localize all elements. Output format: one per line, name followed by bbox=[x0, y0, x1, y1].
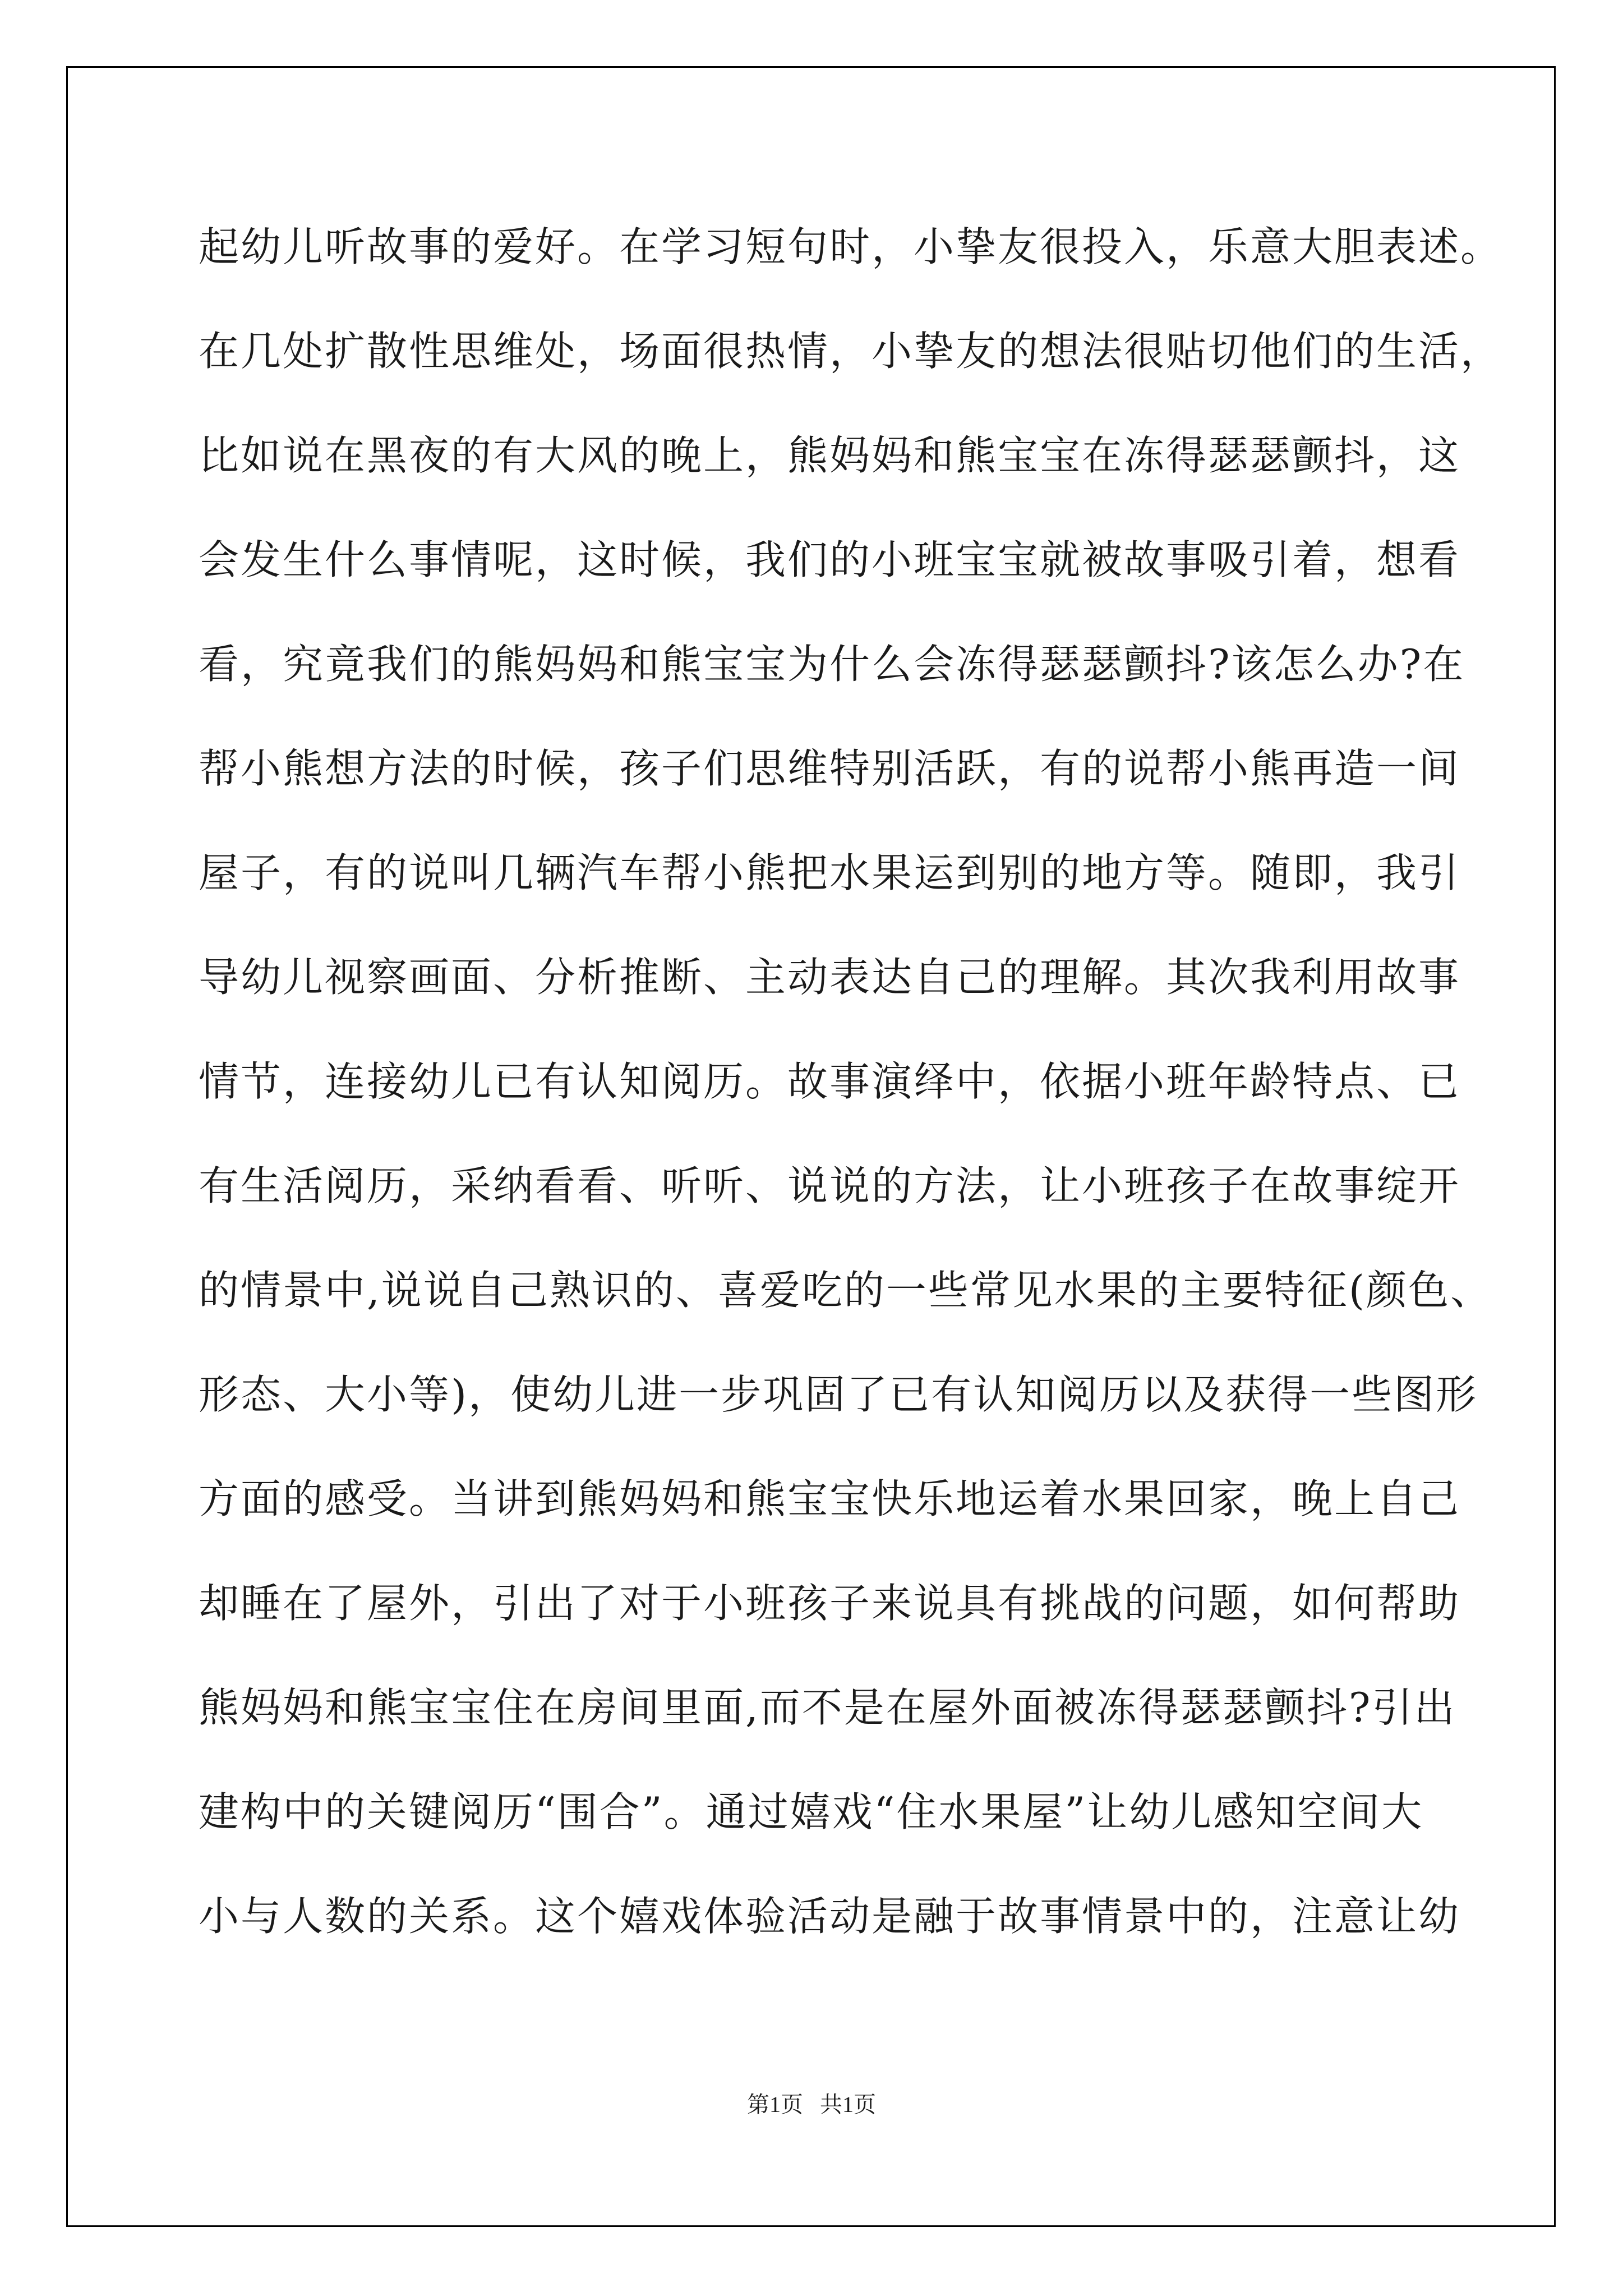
text-line: 的情景中,说说自己熟识的、喜爱吃的一些常见水果的主要特征(颜色、 bbox=[199, 1267, 1492, 1314]
text-line: 会发生什么事情呢，这时候，我们的小班宝宝就被故事吸引着，想看 bbox=[199, 536, 1461, 583]
text-line: 熊妈妈和熊宝宝住在房间里面,而不是在屋外面被冻得瑟瑟颤抖?引出 bbox=[199, 1684, 1456, 1731]
body-text bbox=[199, 213, 1503, 1987]
page-number-footer: 第1页 共1页 bbox=[747, 2092, 876, 2117]
text-line: 比如说在黑夜的有大风的晚上，熊妈妈和熊宝宝在冻得瑟瑟颤抖，这 bbox=[199, 432, 1461, 479]
text-line: 屋子，有的说叫几辆汽车帮小熊把水果运到别的地方等。随即，我引 bbox=[199, 849, 1461, 896]
text-line: 形态、大小等)，使幼儿进一步巩固了已有认知阅历以及获得一些图形 bbox=[199, 1371, 1478, 1418]
text-line: 却睡在了屋外，引出了对于小班孩子来说具有挑战的问题，如何帮助 bbox=[199, 1580, 1461, 1627]
text-line: 起幼儿听故事的爱好。在学习短句时，小挚友很投入，乐意大胆表述。 bbox=[199, 223, 1503, 270]
text-line: 在几处扩散性思维处，场面很热情，小挚友的想法很贴切他们的生活， bbox=[199, 328, 1503, 375]
text-line: 导幼儿视察画面、分析推断、主动表达自己的理解。其次我利用故事 bbox=[199, 954, 1461, 1001]
text-line: 帮小熊想方法的时候，孩子们思维特别活跃，有的说帮小熊再造一间 bbox=[199, 745, 1461, 792]
text-line: 看，究竟我们的熊妈妈和熊宝宝为什么会冻得瑟瑟颤抖?该怎么办?在 bbox=[199, 641, 1465, 688]
text-line: 情节，连接幼儿已有认知阅历。故事演绎中，依据小班年龄特点、已 bbox=[199, 1058, 1461, 1105]
text-line: 有生活阅历，采纳看看、听听、说说的方法，让小班孩子在故事绽开 bbox=[199, 1162, 1461, 1209]
text-line: 建构中的关键阅历“围合”。通过嬉戏“住水果屋”让幼儿感知空间大 bbox=[199, 1788, 1424, 1835]
text-line: 方面的感受。当讲到熊妈妈和熊宝宝快乐地运着水果回家，晚上自己 bbox=[199, 1475, 1461, 1522]
text-line: 小与人数的关系。这个嬉戏体验活动是融于故事情景中的，注意让幼 bbox=[199, 1893, 1461, 1940]
